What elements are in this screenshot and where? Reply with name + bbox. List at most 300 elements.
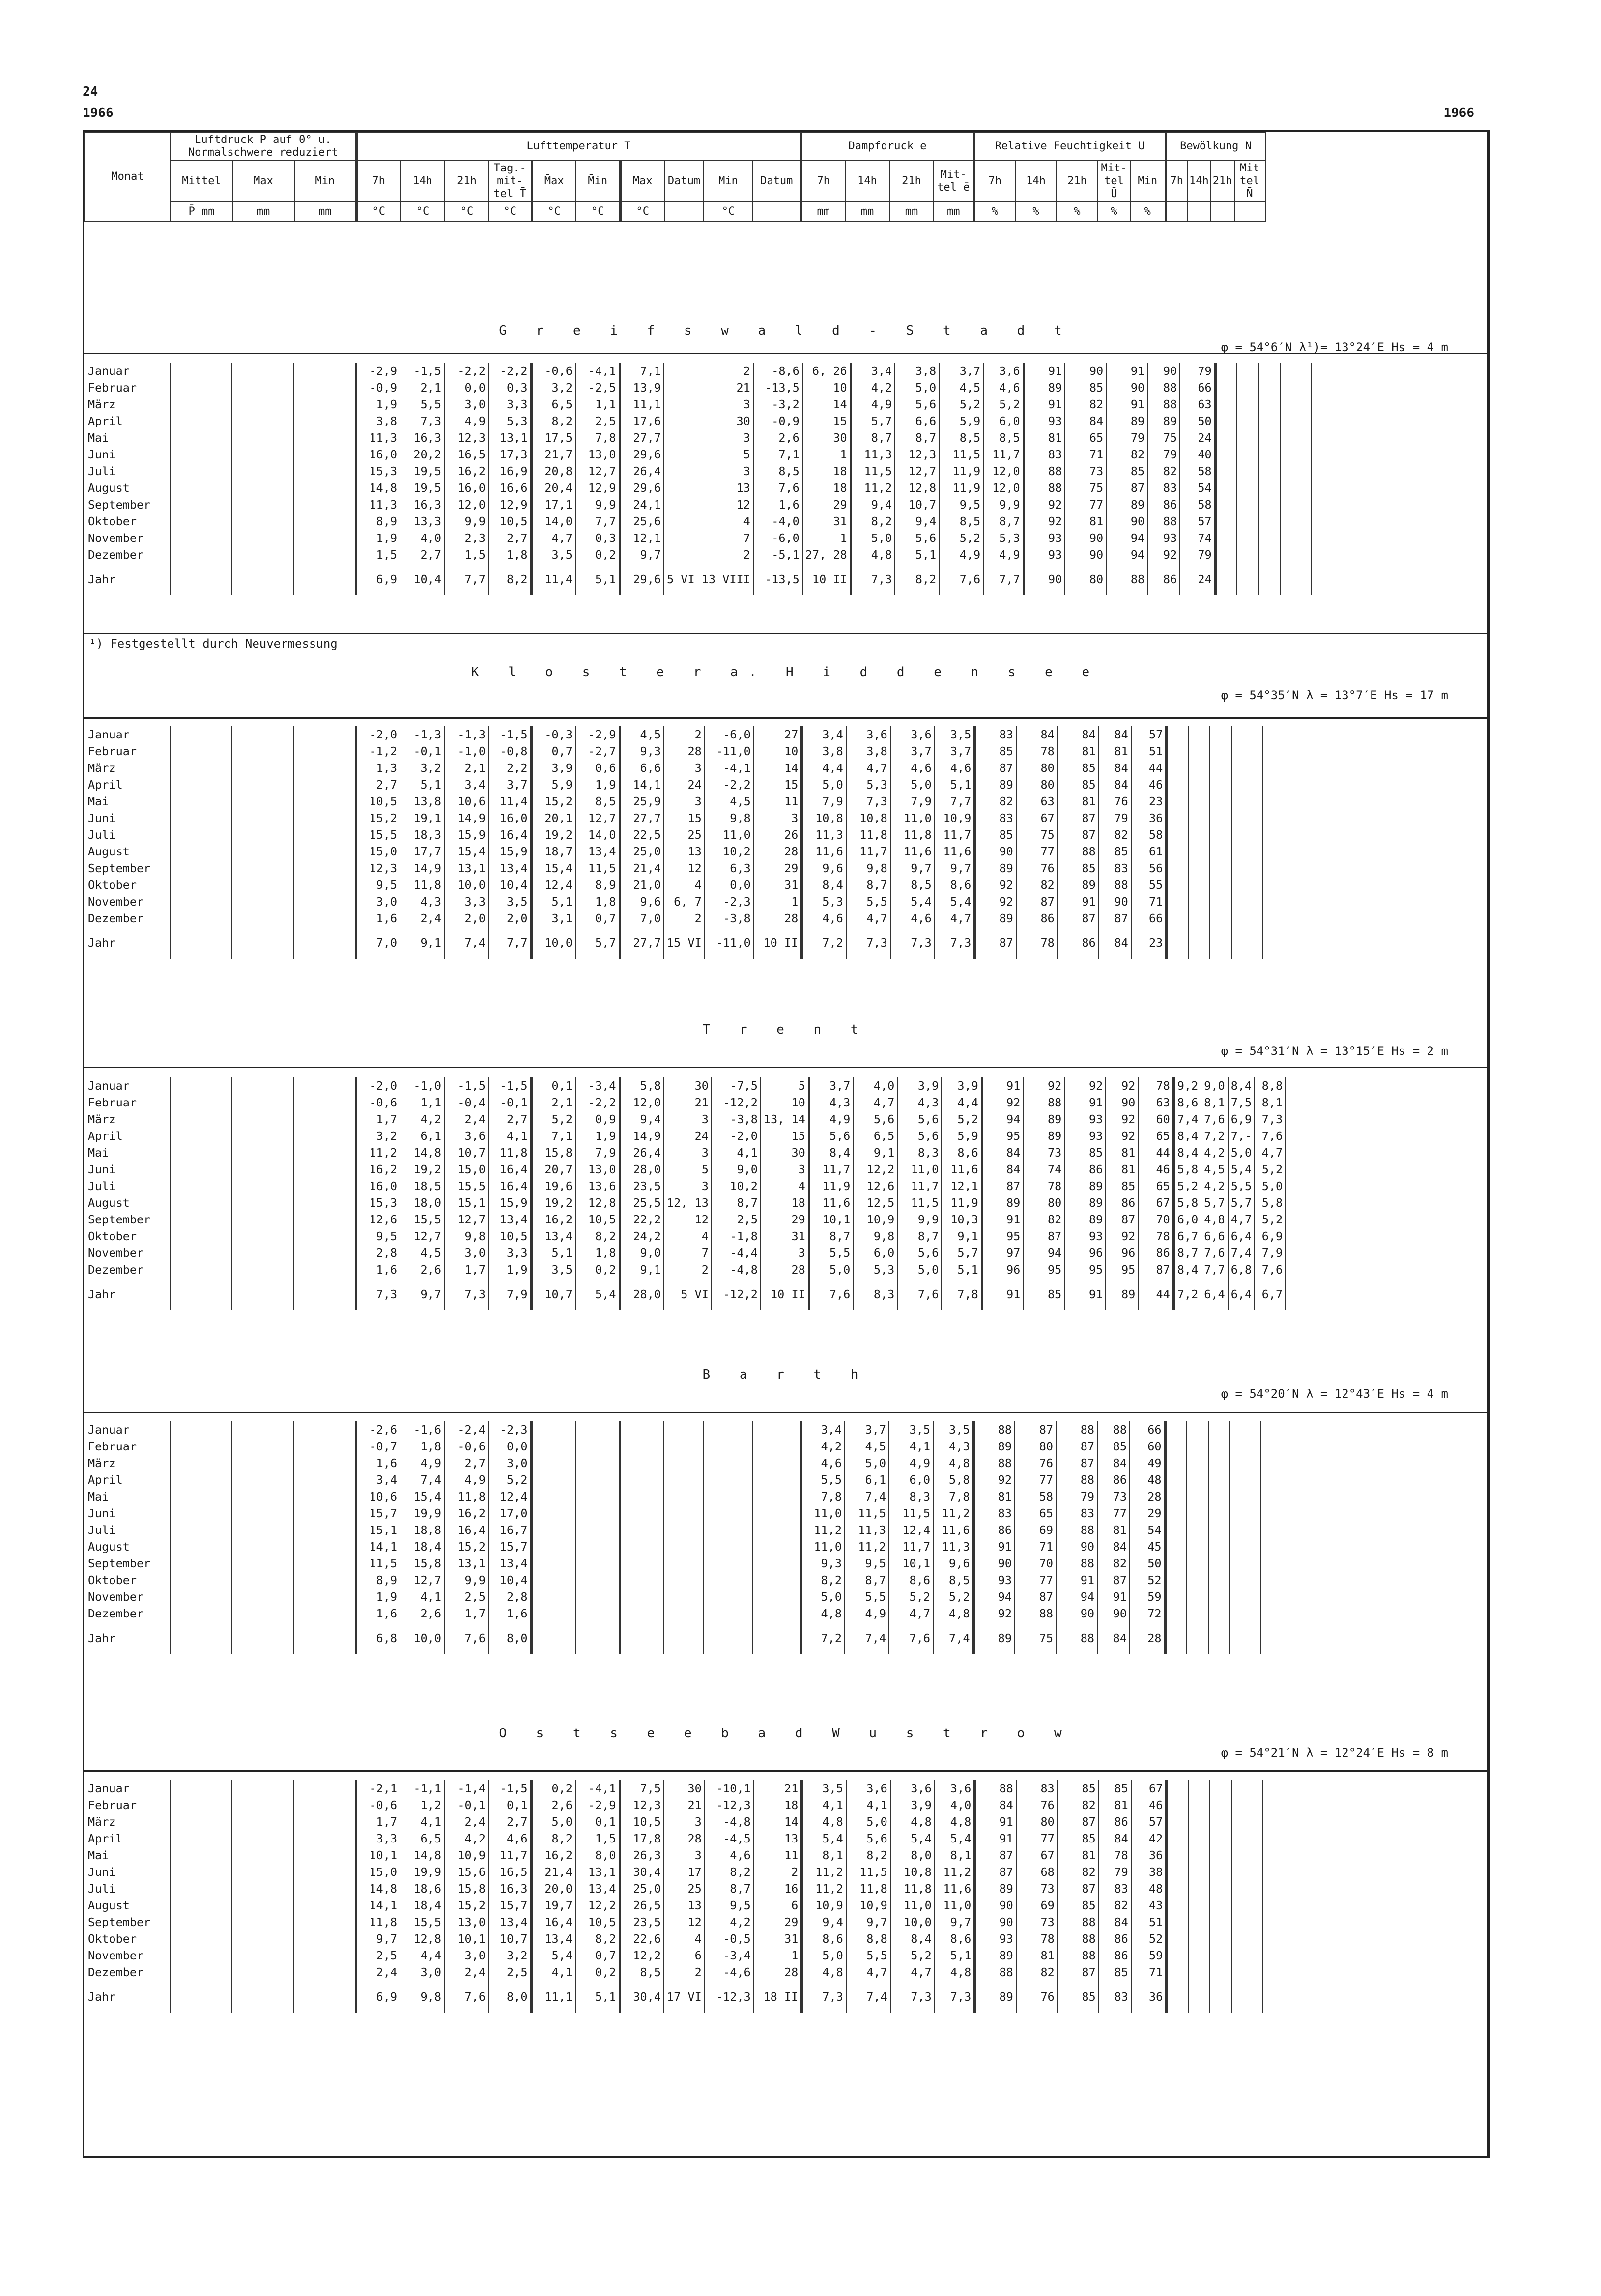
table-cell: 9,1 [942, 1228, 982, 1245]
table-row [84, 446, 1311, 463]
table-cell [1258, 379, 1280, 396]
table-cell: 85 [1058, 760, 1099, 776]
table-cell [1280, 496, 1311, 513]
table-cell: 91 [973, 1538, 1015, 1555]
table-cell: 52 [1130, 1572, 1165, 1588]
station-coordinates: φ = 54°6′N λ¹)= 13°24′E Hs = 4 m [1221, 340, 1448, 354]
table-cell: 0,0 [444, 379, 488, 396]
table-cell: 89 [973, 1438, 1015, 1455]
table-cell: -11,0 [705, 743, 754, 760]
month-label: September [84, 1555, 170, 1572]
table-row [84, 1161, 1286, 1178]
table-cell: 5,2 [933, 1588, 973, 1605]
month-label: Mai [84, 793, 170, 810]
table-cell: 88 [975, 1780, 1016, 1797]
table-cell: 46 [1138, 1161, 1173, 1178]
table-cell: 75 [1015, 1622, 1056, 1654]
table-cell: 68 [1016, 1864, 1058, 1880]
table-row [84, 1981, 1262, 2013]
table-cell [620, 1588, 664, 1605]
table-cell [664, 1572, 703, 1588]
cell [294, 496, 356, 513]
table-cell: 2,6 [753, 429, 802, 446]
table-cell [575, 1488, 620, 1505]
table-cell: 12,4 [531, 877, 575, 893]
table-cell: 52 [1131, 1930, 1167, 1947]
table-cell [1230, 1605, 1261, 1622]
table-cell: 5,8 [933, 1472, 973, 1488]
table-cell: 4,1 [802, 1797, 846, 1814]
table-cell: 8,4 [1173, 1128, 1201, 1144]
table-row [84, 1178, 1286, 1194]
table-cell: 15,8 [400, 1555, 444, 1572]
station-table [84, 363, 1312, 595]
table-cell: 88 [975, 1964, 1016, 1981]
table-cell: 15,7 [488, 1897, 531, 1914]
table-cell: 86 [1147, 563, 1180, 595]
table-cell: 15 [802, 413, 851, 429]
cell [294, 1864, 356, 1880]
table-cell: 2 [664, 910, 705, 927]
table-cell: -2,0 [356, 1077, 400, 1094]
table-cell: 88 [1056, 1555, 1097, 1572]
cell [170, 446, 232, 463]
table-cell: 7,3 [444, 1278, 488, 1310]
table-cell: 54 [1130, 1522, 1165, 1538]
table-cell: 57 [1131, 726, 1167, 743]
table-cell: 1,2 [400, 1797, 444, 1814]
table-cell: 65 [1065, 429, 1106, 446]
table-cell: 79 [1099, 810, 1131, 826]
table-cell: -2,0 [356, 726, 400, 743]
table-cell [620, 1605, 664, 1622]
table-cell: 12, 13 [664, 1194, 712, 1211]
table-cell: 7,2 [800, 1622, 845, 1654]
table-cell: 92 [1106, 1111, 1138, 1128]
cell [232, 463, 294, 480]
table-cell: 15,0 [356, 843, 400, 860]
table-cell: 11,6 [935, 843, 975, 860]
cell [294, 1278, 356, 1310]
table-cell: 18,3 [400, 826, 444, 843]
cell [170, 429, 232, 446]
table-cell [1167, 726, 1188, 743]
table-cell: 93 [975, 1930, 1016, 1947]
table-cell: 87 [1058, 1964, 1099, 1981]
table-cell [1165, 1588, 1187, 1605]
table-cell: 13,4 [575, 843, 620, 860]
table-cell: 6,5 [853, 1128, 897, 1144]
table-cell [752, 1488, 800, 1505]
table-cell: 11,2 [935, 1864, 975, 1880]
table-row [84, 1111, 1286, 1128]
table-cell: -13,5 [753, 379, 802, 396]
table-cell: 15,0 [444, 1161, 488, 1178]
table-cell: -2,9 [575, 726, 620, 743]
header-u-mittel: Mit- tel Ū [1098, 161, 1130, 202]
cell [232, 1572, 294, 1588]
table-cell: 9,9 [897, 1211, 942, 1228]
table-cell: 12,3 [444, 429, 488, 446]
table-cell: 4,1 [846, 1797, 890, 1814]
cell [232, 1538, 294, 1555]
table-cell: 84 [975, 1797, 1016, 1814]
table-cell [1188, 760, 1210, 776]
cell [170, 1111, 232, 1128]
table-cell: 6,0 [983, 413, 1024, 429]
month-label: August [84, 480, 170, 496]
table-cell: 30 [664, 1780, 705, 1797]
table-cell: 11,6 [802, 843, 846, 860]
table-row [84, 1211, 1286, 1228]
table-cell: 28,0 [620, 1161, 664, 1178]
table-cell: 88 [1147, 396, 1180, 413]
table-cell: 13,1 [444, 860, 488, 877]
table-cell: 4,0 [400, 530, 444, 546]
table-cell: 87 [975, 927, 1016, 959]
table-cell: 4 [664, 1930, 705, 1947]
table-cell: 8,5 [753, 463, 802, 480]
table-cell: 92 [975, 877, 1016, 893]
table-cell: 86 [1099, 1947, 1131, 1964]
table-cell: 17,8 [620, 1830, 664, 1847]
table-cell: 51 [1131, 743, 1167, 760]
table-cell: 17 [664, 1864, 705, 1880]
table-row [84, 429, 1311, 446]
cell [170, 1278, 232, 1310]
table-cell: 24 [664, 776, 705, 793]
cell [232, 1797, 294, 1814]
cell [294, 927, 356, 959]
table-cell [1231, 1930, 1262, 1947]
cell [170, 1261, 232, 1278]
table-cell: 21 [664, 1797, 705, 1814]
table-cell: 5,2 [488, 1472, 531, 1488]
table-cell: 19,5 [400, 463, 444, 480]
cell [294, 860, 356, 877]
unit-c: °C [489, 202, 532, 222]
month-label: April [84, 1830, 170, 1847]
table-cell: 81 [1058, 793, 1099, 810]
table-cell: 7,6 [1201, 1111, 1228, 1128]
table-cell [575, 1538, 620, 1555]
month-label: Dezember [84, 910, 170, 927]
table-cell [1188, 1847, 1210, 1864]
table-cell: 16,9 [488, 463, 531, 480]
table-cell: 11 [754, 793, 802, 810]
cell [294, 1144, 356, 1161]
table-cell: 7,8 [575, 429, 620, 446]
table-cell: 7,7 [983, 563, 1024, 595]
table-cell: 28 [1130, 1488, 1165, 1505]
table-cell: 25 [664, 1880, 705, 1897]
table-cell [1215, 463, 1237, 480]
cell [170, 843, 232, 860]
table-cell [575, 1622, 620, 1654]
table-cell: 4,2 [705, 1914, 754, 1930]
table-cell: 11,6 [809, 1194, 853, 1211]
table-cell: 9,5 [356, 877, 400, 893]
table-cell: 21 [664, 1094, 712, 1111]
table-cell: 4,6 [890, 910, 935, 927]
section-divider [84, 1412, 1487, 1413]
month-label: Dezember [84, 1605, 170, 1622]
table-cell: 92 [1106, 1228, 1138, 1245]
table-cell: 0,3 [575, 530, 620, 546]
table-cell: 8,5 [939, 513, 983, 530]
table-cell: 14,1 [620, 776, 664, 793]
table-cell: 43 [1131, 1897, 1167, 1914]
cell [170, 877, 232, 893]
table-cell: 4,1 [488, 1128, 531, 1144]
table-cell: 31 [754, 1930, 802, 1947]
table-cell: 89 [1064, 1211, 1106, 1228]
table-cell [1208, 1605, 1230, 1622]
table-cell: 87 [975, 760, 1016, 776]
table-cell: 4,1 [712, 1144, 761, 1161]
table-cell: 89 [975, 1981, 1016, 2013]
unit-mm: mm [801, 202, 845, 222]
cell [170, 1522, 232, 1538]
table-cell: 9,7 [935, 1914, 975, 1930]
cell [232, 1947, 294, 1964]
table-cell: 2,7 [444, 1455, 488, 1472]
table-cell [1188, 1880, 1210, 1897]
table-cell: 5,4 [935, 1830, 975, 1847]
table-cell: 10,0 [444, 877, 488, 893]
table-cell [1280, 429, 1311, 446]
table-cell: 4,9 [851, 396, 895, 413]
cell [294, 563, 356, 595]
table-cell: 3 [761, 1161, 809, 1178]
table-cell: 7 [664, 1245, 712, 1261]
table-cell [1210, 1947, 1231, 1964]
table-cell: 16,2 [531, 1211, 575, 1228]
table-cell [1231, 1847, 1262, 1864]
header-e-14h: 14h [845, 161, 889, 202]
table-cell: 65 [1138, 1128, 1173, 1144]
table-cell: 3,0 [356, 893, 400, 910]
table-cell: 13,0 [575, 446, 620, 463]
table-cell: -0,6 [356, 1797, 400, 1814]
table-cell [1230, 1622, 1261, 1654]
table-cell [1187, 1588, 1208, 1605]
table-cell: 4,8 [933, 1605, 973, 1622]
table-cell: -0,9 [356, 379, 400, 396]
table-cell: 4,6 [800, 1455, 845, 1472]
table-cell: 22,2 [620, 1211, 664, 1228]
table-cell: 4,8 [802, 1964, 846, 1981]
header-e-mittel: Mit- tel ē [934, 161, 974, 202]
cell [232, 793, 294, 810]
table-cell: 12,4 [488, 1488, 531, 1505]
table-cell: 95 [1106, 1261, 1138, 1278]
cell [294, 1228, 356, 1245]
month-label: August [84, 1897, 170, 1914]
table-cell: 73 [1016, 1914, 1058, 1930]
unit-blank [1234, 202, 1265, 222]
table-cell: 91 [1064, 1278, 1106, 1310]
table-cell: -2,2 [575, 1094, 620, 1111]
table-cell: 0,2 [531, 1780, 575, 1797]
table-cell: 85 [1099, 1780, 1131, 1797]
table-cell: 58 [1180, 496, 1215, 513]
table-cell: 4,3 [400, 893, 444, 910]
table-cell [1258, 530, 1280, 546]
month-label: Juli [84, 1178, 170, 1194]
table-cell [1188, 860, 1210, 877]
table-row [84, 513, 1311, 530]
table-cell: 93 [1147, 530, 1180, 546]
table-cell: 27, 28 [802, 546, 851, 563]
table-cell [1167, 1830, 1188, 1847]
section-divider [84, 353, 1487, 354]
cell [170, 1472, 232, 1488]
table-cell: 89 [975, 1880, 1016, 1897]
table-cell [1188, 810, 1210, 826]
table-cell [1237, 379, 1258, 396]
table-cell [664, 1522, 703, 1538]
table-cell [703, 1538, 752, 1555]
table-cell [1210, 927, 1231, 959]
table-cell: 10 [802, 379, 851, 396]
table-cell [1167, 810, 1188, 826]
table-row [84, 1128, 1286, 1144]
table-cell: 89 [1064, 1194, 1106, 1211]
table-cell: 6,7 [1255, 1278, 1286, 1310]
table-cell: 11,8 [356, 1914, 400, 1930]
table-cell: 79 [1106, 429, 1147, 446]
table-cell: 13 [754, 1830, 802, 1847]
table-cell [1165, 1455, 1187, 1472]
table-cell: 5,0 [802, 776, 846, 793]
table-cell: 16,4 [444, 1522, 488, 1538]
table-cell: 2,6 [531, 1797, 575, 1814]
cell [294, 1161, 356, 1178]
table-cell: 0,0 [488, 1438, 531, 1455]
table-cell: 1,9 [356, 1588, 400, 1605]
table-cell: 78 [1016, 743, 1058, 760]
table-cell [1231, 1780, 1262, 1797]
table-cell: 28,0 [620, 1278, 664, 1310]
table-cell: 1,6 [488, 1605, 531, 1622]
table-cell: 18 II [754, 1981, 802, 2013]
table-cell: 7,6 [939, 563, 983, 595]
table-cell: -12,2 [712, 1278, 761, 1310]
table-cell: 10 [754, 743, 802, 760]
table-cell [1210, 1880, 1231, 1897]
table-cell: 5,2 [939, 396, 983, 413]
table-cell: 11,6 [935, 1880, 975, 1897]
table-cell [1215, 429, 1237, 446]
table-cell: 11,5 [939, 446, 983, 463]
table-cell: 12 [664, 496, 753, 513]
header-u-7h: 7h [974, 161, 1015, 202]
cell [294, 480, 356, 496]
table-cell: 4,7 [531, 530, 575, 546]
table-cell: 8,1 [935, 1847, 975, 1864]
table-cell [1208, 1522, 1230, 1538]
table-cell: 10,0 [531, 927, 575, 959]
table-cell: 4,8 [935, 1964, 975, 1981]
table-cell [620, 1421, 664, 1438]
table-cell [1167, 1897, 1188, 1914]
table-cell [1208, 1488, 1230, 1505]
table-cell: 76 [1099, 793, 1131, 810]
table-row [84, 530, 1311, 546]
table-cell: 83 [1056, 1505, 1097, 1522]
month-label: Juni [84, 1505, 170, 1522]
table-cell [531, 1421, 575, 1438]
table-cell: 1,9 [356, 530, 400, 546]
table-cell [1167, 826, 1188, 843]
cell [232, 893, 294, 910]
cell [232, 743, 294, 760]
table-cell: 8,3 [897, 1144, 942, 1161]
cell [294, 363, 356, 379]
table-cell: 87 [975, 1864, 1016, 1880]
table-cell: 12,2 [853, 1161, 897, 1178]
table-cell [620, 1622, 664, 1654]
table-cell [1167, 860, 1188, 877]
table-cell: 10,4 [400, 563, 444, 595]
cell [232, 1245, 294, 1261]
table-cell: 6,1 [845, 1472, 889, 1488]
table-cell: 90 [973, 1555, 1015, 1572]
table-cell: 29,6 [620, 446, 664, 463]
table-cell: 84 [982, 1161, 1023, 1178]
table-cell: 11,0 [897, 1161, 942, 1178]
month-label: August [84, 1194, 170, 1211]
unit-blank [1187, 202, 1211, 222]
table-cell: 4,5 [939, 379, 983, 396]
cell [232, 1864, 294, 1880]
table-cell: 5,3 [983, 530, 1024, 546]
month-label: September [84, 1211, 170, 1228]
table-cell: 3 [664, 1814, 705, 1830]
table-cell: 3 [664, 429, 753, 446]
table-cell: 93 [973, 1572, 1015, 1588]
table-cell: 9,4 [802, 1914, 846, 1930]
table-cell: 8,2 [531, 1830, 575, 1847]
header-u-21h: 21h [1057, 161, 1098, 202]
table-cell: 84 [1099, 1914, 1131, 1930]
table-cell: 12 [664, 860, 705, 877]
cell [170, 1830, 232, 1847]
table-cell [1230, 1455, 1261, 1472]
table-cell: 11,7 [983, 446, 1024, 463]
table-cell: 1,6 [356, 1261, 400, 1278]
unit-mm: mm [845, 202, 889, 222]
table-cell [1210, 743, 1231, 760]
table-cell: 8,9 [575, 877, 620, 893]
table-cell [1210, 893, 1231, 910]
table-cell: 87 [1097, 1572, 1130, 1588]
table-cell: 9,1 [620, 1261, 664, 1278]
month-label: Juni [84, 446, 170, 463]
table-cell: 85 [1058, 1780, 1099, 1797]
table-cell: 11,9 [939, 463, 983, 480]
table-cell: 10,5 [620, 1814, 664, 1830]
table-cell: 12,6 [356, 1211, 400, 1228]
table-cell: 1,5 [575, 1830, 620, 1847]
table-cell: 8,2 [575, 1228, 620, 1245]
table-cell: 10,9 [935, 810, 975, 826]
table-cell: 5,6 [809, 1128, 853, 1144]
unit-mm: mm [934, 202, 974, 222]
table-cell: 4,5 [845, 1438, 889, 1455]
month-label: Mai [84, 1144, 170, 1161]
